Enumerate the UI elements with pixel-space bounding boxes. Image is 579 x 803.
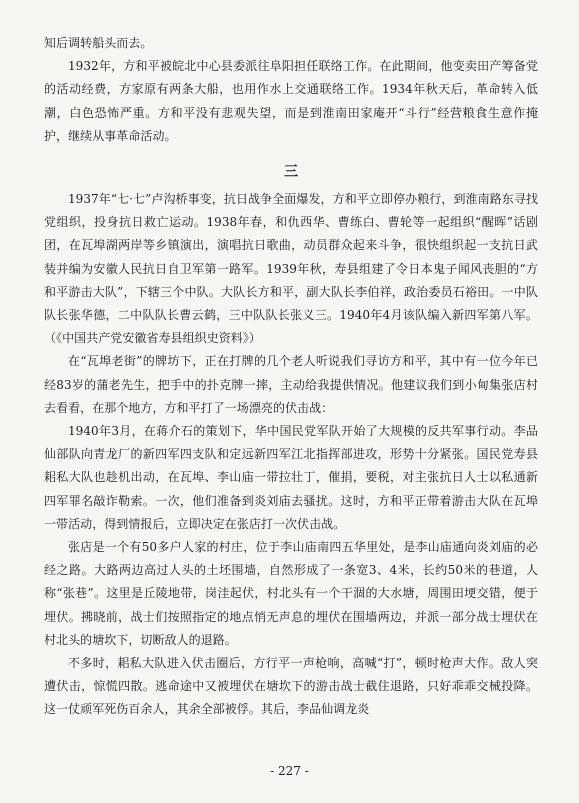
paragraph-continuation: 知后调转船头而去。 — [44, 36, 153, 50]
paragraph-ambush: 不多时，耜私大队进入伏击圈后，方行平一声枪响，高喊“打”，顿时枪声大作。敌人突遭伏击，惊慌四散。逃命途中又被埋伏在塘坎下的游击战士截住退路，只好乖乖交械投降。这一仗顽军死伤百余人，其余全部被俘。其后，李品仙调龙炎 — [44, 656, 538, 717]
page-number: - 227 - — [270, 764, 309, 778]
paragraph-1932: 1932年，方和平被皖北中心县委派往阜阳担任联络工作。在此期间，他变卖田产筹备党的活动经费，方家原有两条大船，也用作水上交通联络工作。1934年秋天后，革命转入低潮，白色恐怖严重。方和平没有悲观失望，而是到淮南田家庵开“斗行”经营粮食生意作掩护，继续从事革命活动。 — [44, 59, 538, 143]
section-heading: 三 — [284, 164, 298, 181]
page-body — [44, 32, 538, 722]
paragraph-1937: 1937年“七·七”卢沟桥事变，抗日战争全面爆发，方和平立即停办粮行，到淮南路东寻找党组织，投身抗日救亡运动。1938年春，和仇西华、曹练白、曹轮等一起组织“醒晖”话剧团，在瓦埠湖两岸等乡镇演出，演唱抗日歌曲，动员群众起来斗争，很快组织起一支抗日武装并编为安徽人民抗日自卫军第一路军。1939年秋，寿县组建了令日本鬼子闻风丧胆的“方和平游击大队”，下辖三个中队。大队长方和平，副大队长李伯祥，政治委员石裕田。一中队队长张华德，二中队队长曹云鹤，三中队队长张义三。1940年4月该队编入新四军第八军。（《中国共产党安徽省寿县组织史资料》） — [44, 192, 538, 346]
paragraph-wabu-street: 在“瓦埠老街”的牌坊下，正在打牌的几个老人听说我们寻访方和平，其中有一位今年已经83岁的蒲老先生，把手中的扑克牌一摔，主动给我提供情况。他建议我们到小甸集张店村去看看，在那个地方，方和平打了一场漂亮的伏击战： — [44, 354, 538, 415]
paragraph-1940-march: 1940年3月，在蒋介石的策划下，华中国民党军队开始了大规模的反共军事行动。李品仙部队向青龙厂的新四军四支队和定远新四军江北指挥部进攻，形势十分紧张。国民党寿县耜私大队也趁机出动，在瓦埠、李山庙一带拉壮丁，催捐，要税，对主张抗日人士以私通新四军罪名敲诈勒索。一次，他们准备到炎刘庙去骚扰。这时，方和平正带着游击大队在瓦埠一带活动，得到情报后，立即决定在张店打一次伏击战。 — [44, 424, 538, 531]
paragraph-zhangdian: 张店是一个有50多户人家的村庄，位于李山庙南四五华里处，是李山庙通向炎刘庙的必经之路。大路两边高过人头的土坯围墙，自然形成了一条宽3、4米，长约50米的巷道，人称“张巷”。这里是丘陵地带，岗洼起伏，村北头有一个干涸的大水塘，周围田埂交错，便于埋伏。拂晓前，战士们按照指定的地点悄无声息的埋伏在围墙两边，并派一部分战士埋伏在村北头的塘坎下，切断敌人的退路。 — [44, 540, 538, 647]
